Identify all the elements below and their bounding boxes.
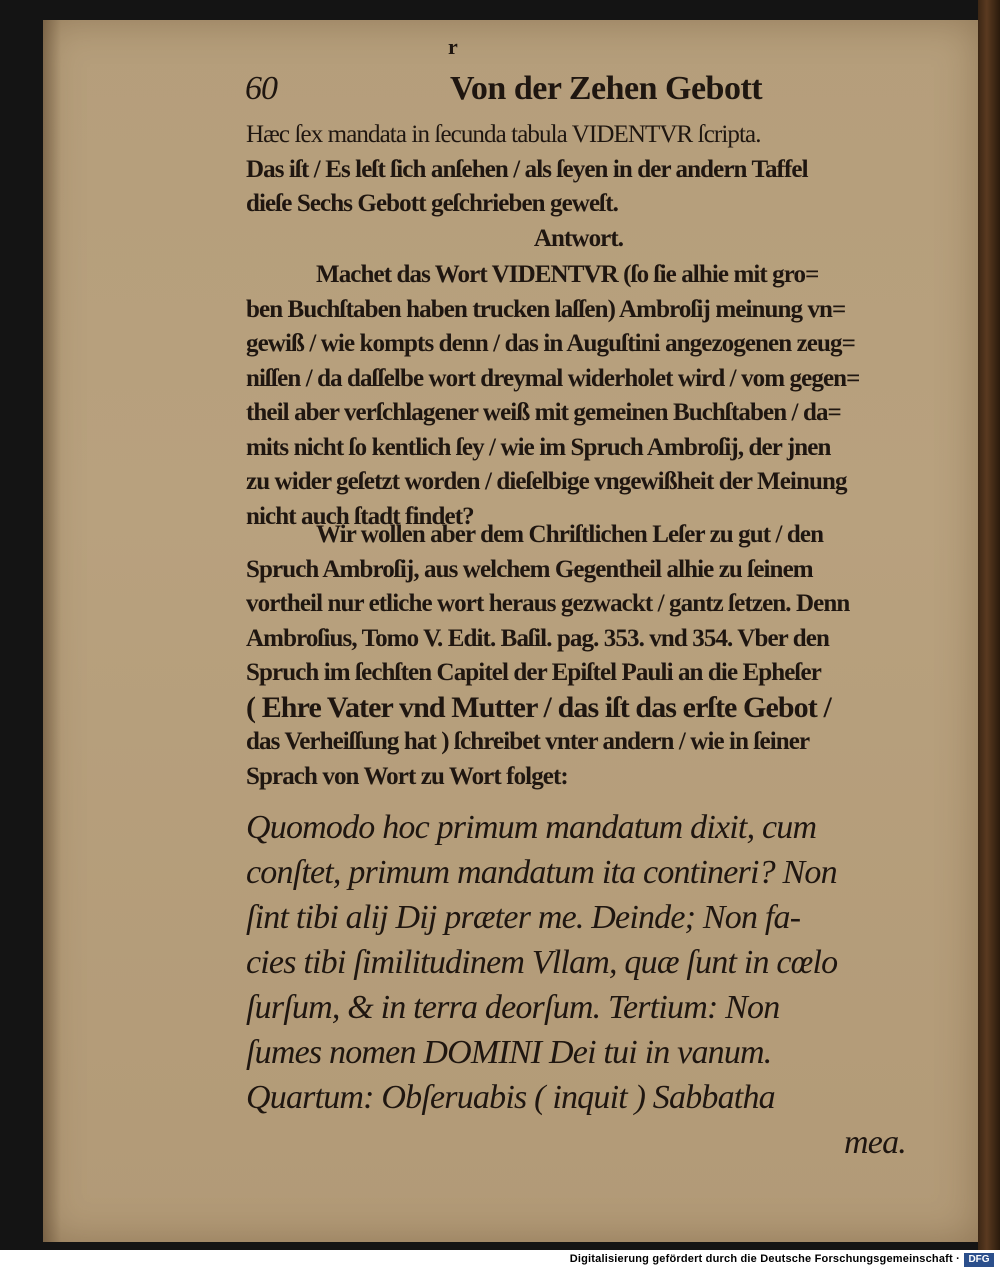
latin-line: mea. (844, 1124, 906, 1161)
intro-line: dieſe Sechs Gebott geſchrieben geweſt. (246, 190, 618, 217)
paragraph-line: Ambroſius, Tomo V. Edit. Baſil. pag. 353. vnd 354. Vber den (246, 624, 829, 652)
answer-heading: Antwort. (533, 225, 624, 252)
paragraph-1 (246, 258, 911, 534)
page-header (245, 70, 805, 120)
book-cover-edge (978, 0, 1000, 1250)
paragraph-line: Sprach von Wort zu Wort folget: (246, 762, 568, 790)
printer-mark: r (448, 34, 458, 59)
paragraph-line: vortheil nur etliche wort heraus gezwackt / gantz ſetzen. Denn (246, 590, 850, 617)
paragraph-2 (246, 518, 911, 794)
funding-credit: Digitalisierung gefördert durch die Deutsche Forschungsgemeinschaft · (569, 1253, 960, 1265)
paragraph-line: Spruch im ſechſten Capitel der Epiſtel Pauli an die Epheſer (246, 659, 821, 686)
latin-line: ſumes nomen DOMINI Dei tui in vanum. (246, 1034, 772, 1071)
paragraph-line: ( Ehre Vater vnd Mutter / das iſt das erſte Gebot / (246, 690, 831, 724)
latin-line: Quomodo hoc primum mandatum dixit, cum (246, 809, 817, 846)
paragraph-line: mits nicht ſo kentlich ſey / wie im Spruch Ambroſij, der jnen (246, 433, 831, 461)
intro-line: Hæc ſex mandata in ſecunda tabula VIDENTVR ſcripta. (246, 121, 761, 148)
paragraph-line: zu wider geſetzt worden / dieſelbige vngewißheit der Meinung (246, 468, 847, 495)
latin-line: conſtet, primum mandatum ita contineri? Non (246, 854, 837, 891)
latin-line: ſint tibi alij Dij præter me. Deinde; Non fa- (246, 899, 801, 936)
paragraph-line: ben Buchſtaben haben trucken laſſen) Ambroſij meinung vn= (246, 295, 846, 323)
paragraph-line: Wir wollen aber dem Chriſtlichen Leſer zu gut / den (316, 521, 824, 548)
intro-block (246, 118, 911, 222)
latin-quotation (246, 805, 916, 1165)
paragraph-line: gewiß / wie kompts denn / das in Auguſtini angezogenen zeug= (246, 330, 855, 357)
latin-line: cies tibi ſimilitudinem Vllam, quæ ſunt in cœlo (246, 944, 838, 981)
answer-heading-block (246, 222, 911, 257)
page-number: 60 (245, 70, 277, 107)
paragraph-line: niſſen / da daſſelbe wort dreymal widerholet wird / vom gegen= (246, 364, 860, 392)
dfg-logo[interactable]: DFG (964, 1253, 994, 1267)
paragraph-line: theil aber verſchlagener weiß mit gemeinen Buchſtaben / da= (246, 399, 841, 426)
latin-line: ſurſum, & in terra deorſum. Tertium: Non (246, 989, 780, 1026)
paragraph-line: Machet das Wort VIDENTVR (ſo ſie alhie mit gro= (316, 261, 819, 288)
running-title: Von der Zehen Gebott (450, 70, 763, 107)
latin-line: Quartum: Obſeruabis ( inquit ) Sabbatha (246, 1079, 775, 1116)
paragraph-line: das Verheiſſung hat ) ſchreibet vnter andern / wie in ſeiner (246, 728, 810, 755)
intro-line: Das iſt / Es leſt ſich anſehen / als ſeyen in der andern Taffel (246, 155, 808, 183)
paragraph-line: Spruch Ambroſij, aus welchem Gegentheil alhie zu ſeinem (246, 555, 813, 583)
paragraph-line: nicht auch ſtadt findet? (246, 502, 474, 530)
footer-bar (0, 1250, 1000, 1272)
